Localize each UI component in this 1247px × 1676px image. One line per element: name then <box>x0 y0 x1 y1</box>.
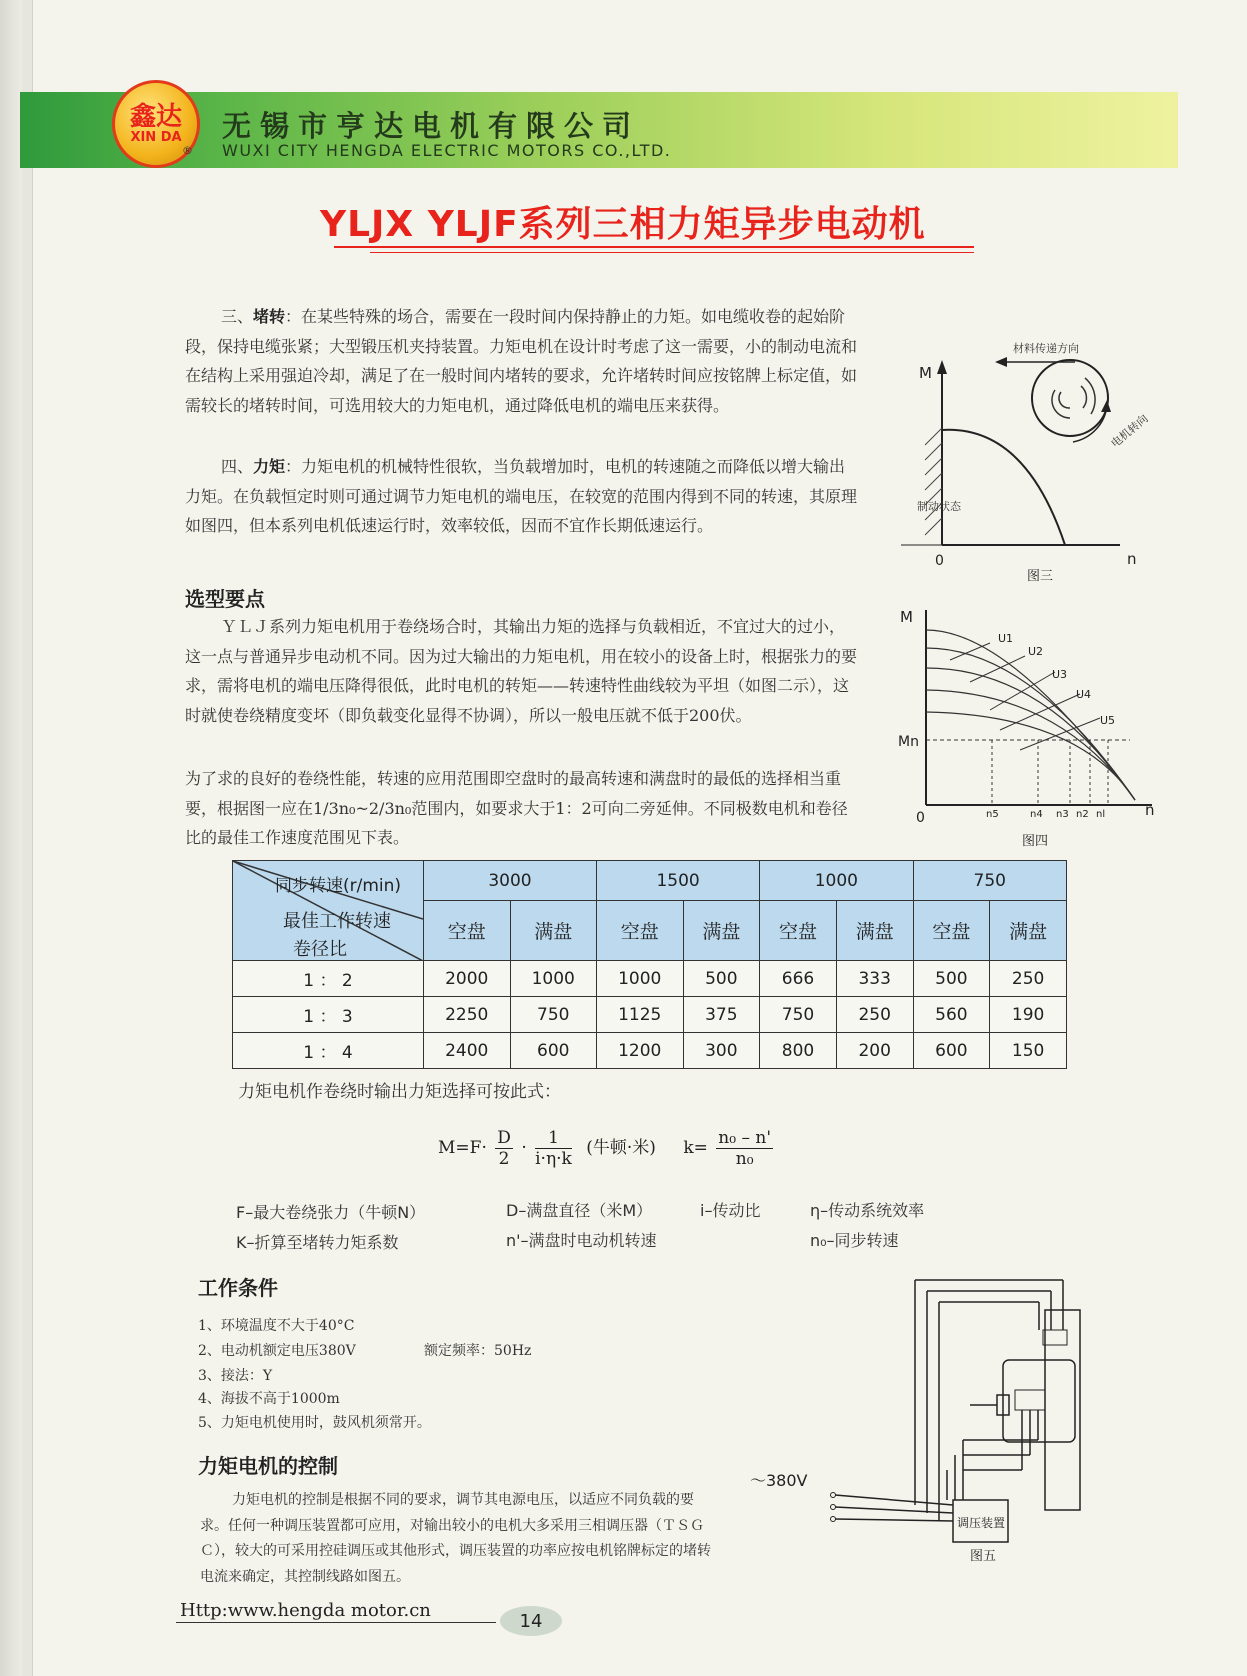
table-sub-header: 空盘 <box>760 901 837 961</box>
fig5-voltage-label: ～380V <box>750 1471 808 1490</box>
selection-paragraph-2: 为了求的良好的卷绕性能，转速的应用范围即空盘时的最高转速和满盘时的最低的选择相当重要，根据图一应在1/3n₀~2/3n₀范围内，如要求大于1：2可向二旁延伸。不同极数电机和卷径比的最佳工作速度范围见下表。 <box>185 769 848 848</box>
company-name-en: WUXI CITY HENGDA ELECTRIC MOTORS CO.,LTD. <box>222 141 672 160</box>
control-heading: 力矩电机的控制 <box>198 1454 338 1478</box>
torque-label: 力矩 <box>253 457 286 476</box>
fig4-tick-nl: nl <box>1096 809 1106 820</box>
fig4-n-label: n <box>1145 801 1155 819</box>
table-cell: 250 <box>836 997 913 1033</box>
legend-eta: η–传动系统效率 <box>810 1201 925 1220</box>
torque-formula: M=F· $\frac{D}{2}$ · $\frac{1}{i\cdot\eta\cdot k}$ (牛顿·米) k= $\frac{\text{n₀ – n'}}{\text{n₀}}$ <box>438 1128 771 1169</box>
fig4-tick-n5: n5 <box>986 809 999 820</box>
table-cell: 666 <box>760 961 837 997</box>
fig4-tick-n4: n4 <box>1030 809 1043 820</box>
table-cell: 1000 <box>597 961 684 997</box>
speed-table <box>232 860 1067 1069</box>
figure-5 <box>745 1275 1120 1565</box>
table-cell: 375 <box>683 997 760 1033</box>
table-cell: 250 <box>990 961 1067 997</box>
fig3-stall-state: 制动状态 <box>917 500 961 513</box>
fig3-n-label: n <box>1127 550 1137 568</box>
fig4-curve-u2: U2 <box>1028 645 1044 658</box>
footer-rule <box>176 1622 496 1623</box>
fig4-caption: 图四 <box>1022 834 1049 849</box>
legend-f: F–最大卷绕张力（牛顿N） <box>236 1203 426 1222</box>
table-cell: 150 <box>990 1033 1067 1069</box>
fig3-motor-direction: 电机转向 <box>1108 412 1151 451</box>
fig4-curve-u5: U5 <box>1100 714 1116 727</box>
table-speed-header: 1500 <box>597 861 760 901</box>
table-cell: 1000 <box>510 961 597 997</box>
condition-frequency: 额定频率：50Hz <box>424 1343 532 1359</box>
page-edge <box>0 0 23 1676</box>
selection-heading: 选型要点 <box>185 587 265 611</box>
table-cell: 190 <box>990 997 1067 1033</box>
fig3-zero-label: 0 <box>935 553 944 569</box>
legend-i: i–传动比 <box>700 1201 761 1220</box>
table-cell-ratio: 1 ： 2 <box>233 961 424 997</box>
table-row <box>233 961 1067 997</box>
page-title: YLJX YLJF系列三相力矩异步电动机 <box>320 204 926 245</box>
table-speed-header: 750 <box>913 861 1066 901</box>
table-cell: 333 <box>836 961 913 997</box>
fig5-regulator-label: 调压装置 <box>957 1516 1006 1530</box>
legend-n0: n₀–同步转速 <box>810 1231 899 1250</box>
table-corner-header <box>233 861 424 961</box>
fig4-curve-u1: U1 <box>998 632 1014 645</box>
table-sub-header: 满盘 <box>990 901 1067 961</box>
table-row <box>233 997 1067 1033</box>
registered-mark: ® <box>182 144 193 157</box>
figure-3 <box>895 330 1185 585</box>
table-cell-ratio: 1 ： 4 <box>233 1033 424 1069</box>
table-cell: 2400 <box>424 1033 511 1069</box>
fig3-m-label: M <box>919 364 932 382</box>
table-cell: 750 <box>510 997 597 1033</box>
table-cell: 1125 <box>597 997 684 1033</box>
table-cell: 750 <box>760 997 837 1033</box>
torque-paragraph: 四、力矩：力矩电机的机械特性很软，当负载增加时，电机的转速随之而降低以增大输出力矩。在负载恒定时则可通过调节力矩电机的端电压，在较宽的范围内得到不同的转速，其原理如图四，但本系列电机低速运行时，效率较低，因而不宜作长期低速运行。 <box>185 457 858 536</box>
table-cell: 600 <box>510 1033 597 1069</box>
legend-d: D–满盘直径（米M） <box>506 1201 653 1220</box>
fig4-curve-u4: U4 <box>1076 688 1092 701</box>
table-cell: 500 <box>683 961 760 997</box>
fig4-mn-label: Mn <box>898 734 919 750</box>
legend-n-prime: n'–满盘时电动机转速 <box>506 1231 657 1250</box>
fig4-m-label: M <box>900 608 913 626</box>
fig5-caption: 图五 <box>970 1549 997 1564</box>
table-sub-header: 满盘 <box>836 901 913 961</box>
condition-item: 5、力矩电机使用时，鼓风机须常开。 <box>198 1415 431 1431</box>
table-cell: 1200 <box>597 1033 684 1069</box>
conditions-heading: 工作条件 <box>198 1276 278 1300</box>
page-number: 14 <box>500 1606 562 1636</box>
fig4-tick-n3: n3 <box>1056 809 1069 820</box>
figure-4 <box>890 600 1175 850</box>
title-underline-thin <box>370 252 974 253</box>
footer-url: Http:www.hengda motor.cn <box>180 1600 431 1621</box>
condition-item: 3、接法：Y <box>198 1368 273 1384</box>
table-cell: 800 <box>760 1033 837 1069</box>
table-sub-header: 空盘 <box>597 901 684 961</box>
fig4-curve-u3: U3 <box>1052 668 1068 681</box>
table-cell: 600 <box>913 1033 990 1069</box>
logo-en: XIN DA <box>130 130 182 145</box>
table-sub-header: 满盘 <box>510 901 597 961</box>
table-speed-header: 3000 <box>424 861 597 901</box>
stall-paragraph: 三、堵转：在某些特殊的场合，需要在一段时间内保持静止的力矩。如电缆收卷的起始阶段，保持电缆张紧；大型锻压机夹持装置。力矩电机在设计时考虑了这一需要，小的制动电流和在结构上采用强迫冷却，满足了在一般时间内堵转的要求，允许堵转时间应按铭牌上标定值，如需较长的堵转时间，可选用较大的力矩电机，通过降低电机的端电压来获得。 <box>185 307 858 415</box>
condition-item: 1、环境温度不大于40°C <box>198 1318 355 1334</box>
corner-ratio: 卷径比 <box>293 939 347 960</box>
table-speed-header: 1000 <box>760 861 913 901</box>
selection-paragraph: ＹＬＪ系列力矩电机用于卷绕场合时，其输出力矩的选择与负载相近，不宜过大的过小，这一点与普通异步电动机不同。因为过大输出的力矩电机，用在较小的设备上时，根据张力的要求，需将电机的端电压降得很低，此时电机的转矩——转速特性曲线较为平坦（如图二示），这时就使卷绕精度变坏（即负载变化显得不协调），所以一般电压就不低于200伏。 <box>185 617 858 725</box>
table-row <box>233 1033 1067 1069</box>
fig4-zero-label: 0 <box>916 810 925 826</box>
table-cell: 2250 <box>424 997 511 1033</box>
table-cell: 2000 <box>424 961 511 997</box>
table-cell-ratio: 1 ： 3 <box>233 997 424 1033</box>
corner-sync-speed: 同步转速(r/min) <box>275 876 402 896</box>
title-underline <box>334 246 974 248</box>
table-sub-header: 空盘 <box>424 901 511 961</box>
fig3-caption: 图三 <box>1027 569 1054 584</box>
logo-cn: 鑫达 <box>129 102 182 132</box>
table-cell: 300 <box>683 1033 760 1069</box>
table-cell: 200 <box>836 1033 913 1069</box>
fig4-tick-n2: n2 <box>1076 809 1089 820</box>
table-sub-header: 空盘 <box>913 901 990 961</box>
corner-best-speed: 最佳工作转速 <box>283 911 391 932</box>
table-sub-header: 满盘 <box>683 901 760 961</box>
stall-label: 堵转 <box>253 307 286 326</box>
company-name-cn: 无锡市亨达电机有限公司 <box>222 109 641 143</box>
formula-intro: 力矩电机作卷绕时输出力矩选择可按此式： <box>238 1082 561 1102</box>
legend-k: K–折算至堵转力矩系数 <box>236 1233 399 1252</box>
fig3-material-direction: 材料传递方向 <box>1013 342 1079 355</box>
page-edge-inner <box>22 0 33 1676</box>
condition-item: 4、海拔不高于1000m <box>198 1391 340 1407</box>
table-cell: 500 <box>913 961 990 997</box>
condition-item: 2、电动机额定电压380V <box>198 1343 356 1359</box>
table-cell: 560 <box>913 997 990 1033</box>
control-paragraph: 力矩电机的控制是根据不同的要求，调节其电源电压，以适应不同负载的要求。任何一种调压装置都可应用，对输出较小的电机大多采用三相调压器（ＴＳＧＣ），较大的可采用控硅调压或其他形式，调压装置的功率应按电机铭牌标定的堵转电流来确定，其控制线路如图五。 <box>200 1492 711 1585</box>
